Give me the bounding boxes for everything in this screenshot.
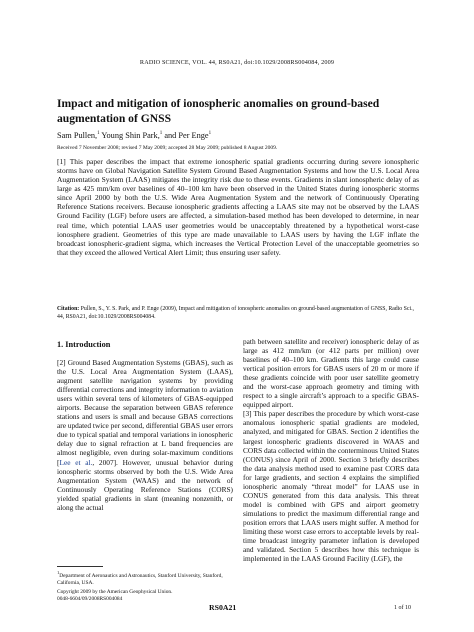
footnote-marker: 1 <box>57 570 60 575</box>
author-list <box>57 131 211 140</box>
citation-block <box>57 306 419 321</box>
copyright-block <box>57 589 237 603</box>
paragraph-number: [3] <box>243 409 252 419</box>
article-id: RS0A21 <box>209 603 237 612</box>
intro-paragraph-right-continued: path between satellite and receiver) ionospheric delay of as large as 412 mm/km (or 412 parts per million) over baselines of 40–100 km. Gradients this large could cause vertical position errors for GBAS users of 20 m or more if these gradients coincide with poor user satellite geometry and the worst-case approach geometry and timing with respect to a single aircraft’s approach to a specific GBAS-equipped airport. <box>243 337 419 410</box>
paragraph-number: [1] <box>57 157 66 166</box>
paragraph-text: , 2007]. However, unusual behavior during ionospheric storms observed by both the U.S. Wide Area Augmentation System (WAAS) and the network of Continuously Operating Reference Stations (CORS) yielded spatial gradients in slant (meaning nonzenith, or along the actual <box>57 457 233 512</box>
running-head: RADIO SCIENCE, VOL. 44, RS0A21, doi:10.1029/2008RS004084, 2009 <box>139 59 335 66</box>
received-dates: Received 7 November 2008; revised 7 May 2009; accepted 28 May 2009; published 8 August 2009. <box>57 145 278 151</box>
affiliation-footnote <box>57 569 233 587</box>
author-name: Sam Pullen, <box>57 131 98 140</box>
page-count: 1 of 10 <box>394 605 411 611</box>
intro-paragraph-right <box>243 409 419 563</box>
abstract <box>57 157 419 257</box>
paragraph-text: Ground Based Augmentation Systems (GBAS), such as the U.S. Local Area Augmentation System (LAAS), augment satellite navigation systems by providing differential corrections and integrity information to aviation users within several tens of kilometers of GBAS-equipped airports. Because the separation between GBAS reference stations and users is small and because GBAS corrections are updated twice per second, differential GBAS user errors due to typical spatial and temporal variations in ionospheric delay due to signal refraction at L band frequencies are almost negligible, even during solar-maximum conditions [ <box>57 358 233 467</box>
right-column <box>243 337 419 563</box>
intro-paragraph-left <box>57 358 233 512</box>
copyright-line: Copyright 2009 by the American Geophysical Union. <box>57 589 173 595</box>
issn-line: 0048-6604/09/2008RS004084 <box>57 596 123 602</box>
reference-link-lee[interactable]: Lee et al. <box>59 457 93 467</box>
footnote-text: Department of Aeronautics and Astronautics, Stanford University, Stanford, California, USA. <box>57 572 223 586</box>
left-column <box>57 340 233 512</box>
author-name: Young Shin Park, <box>99 131 160 140</box>
author-name: and Per Enge <box>162 131 209 140</box>
section-heading: 1. Introduction <box>57 340 111 349</box>
author-affiliation-marker: 1 <box>208 131 212 137</box>
citation-label: Citation: <box>57 306 80 312</box>
abstract-text: This paper describes the impact that extreme ionospheric spatial gradients occurring during severe ionospheric storms have on Global Navigation Satellite System Ground Based Augmentation Systems and how the U.S. Local Area Augmentation System (LAAS) mitigates the integrity risk due to these events. Gradients in slant ionospheric delay of as large as 425 mm/km over baselines of 40–100 km have been observed in the United States during ionospheric storms since April 2000 by both the U.S. Wide Area Augmentation System and the network of Continuously Operating Reference Stations receivers. Because ionospheric gradients affecting a LAAS site may not be observed by the LAAS Ground Facility (LGF) before users are affected, a simulation-based method has been developed to determine, in near real time, which potential LAAS user geometries would be unacceptably threatened by a hypothetical worst-case ionosphere gradient. Geometries of this type are made unavailable to LAAS users by having the LGF inflate the broadcast ionospheric-gradient sigma, which increases the Vertical Protection Level of the unacceptable geometries so that they exceed the allowed Vertical Alert Limit; thus ensuring user safety. <box>57 157 419 257</box>
author-affiliation-marker: 1 <box>97 131 100 137</box>
author-affiliation-marker: 1 <box>159 131 163 137</box>
footnote-divider <box>57 566 103 567</box>
paper-title: Impact and mitigation of ionospheric anomalies on ground-based augmentation of GNSS <box>57 97 380 125</box>
paragraph-text: This paper describes the procedure by which worst-case anomalous ionospheric spatial gradients are modeled, analyzed, and mitigated for GBAS. Section 2 identifies the largest ionospheric gradients discovered in WAAS and CORS data collected within the conterminous United States (CONUS) since April of 2000. Section 3 briefly describes the data analysis method used to examine past CORS data for large gradients, and section 4 explains the simplified ionospheric anomaly “threat model” for LAAS use in CONUS generated from this data analysis. This threat model is combined with GPS and airport geometry simulations to predict the maximum differential range and position errors that LAAS users might suffer. A method for limiting these worst case errors to acceptable levels by real-time broadcast integrity parameter inflation is developed and validated. Section 5 describes how this technique is implemented in the LAAS Ground Facility (LGF), the <box>243 409 420 564</box>
paragraph-number: [2] <box>57 358 66 367</box>
citation-text: Pullen, S., Y. S. Park, and P. Enge (2009), Impact and mitigation of ionospheric anomalies on ground-based augmentation of GNSS, Radio Sci., 44, RS0A21, doi:10.1029/2008RS004084. <box>57 306 414 320</box>
